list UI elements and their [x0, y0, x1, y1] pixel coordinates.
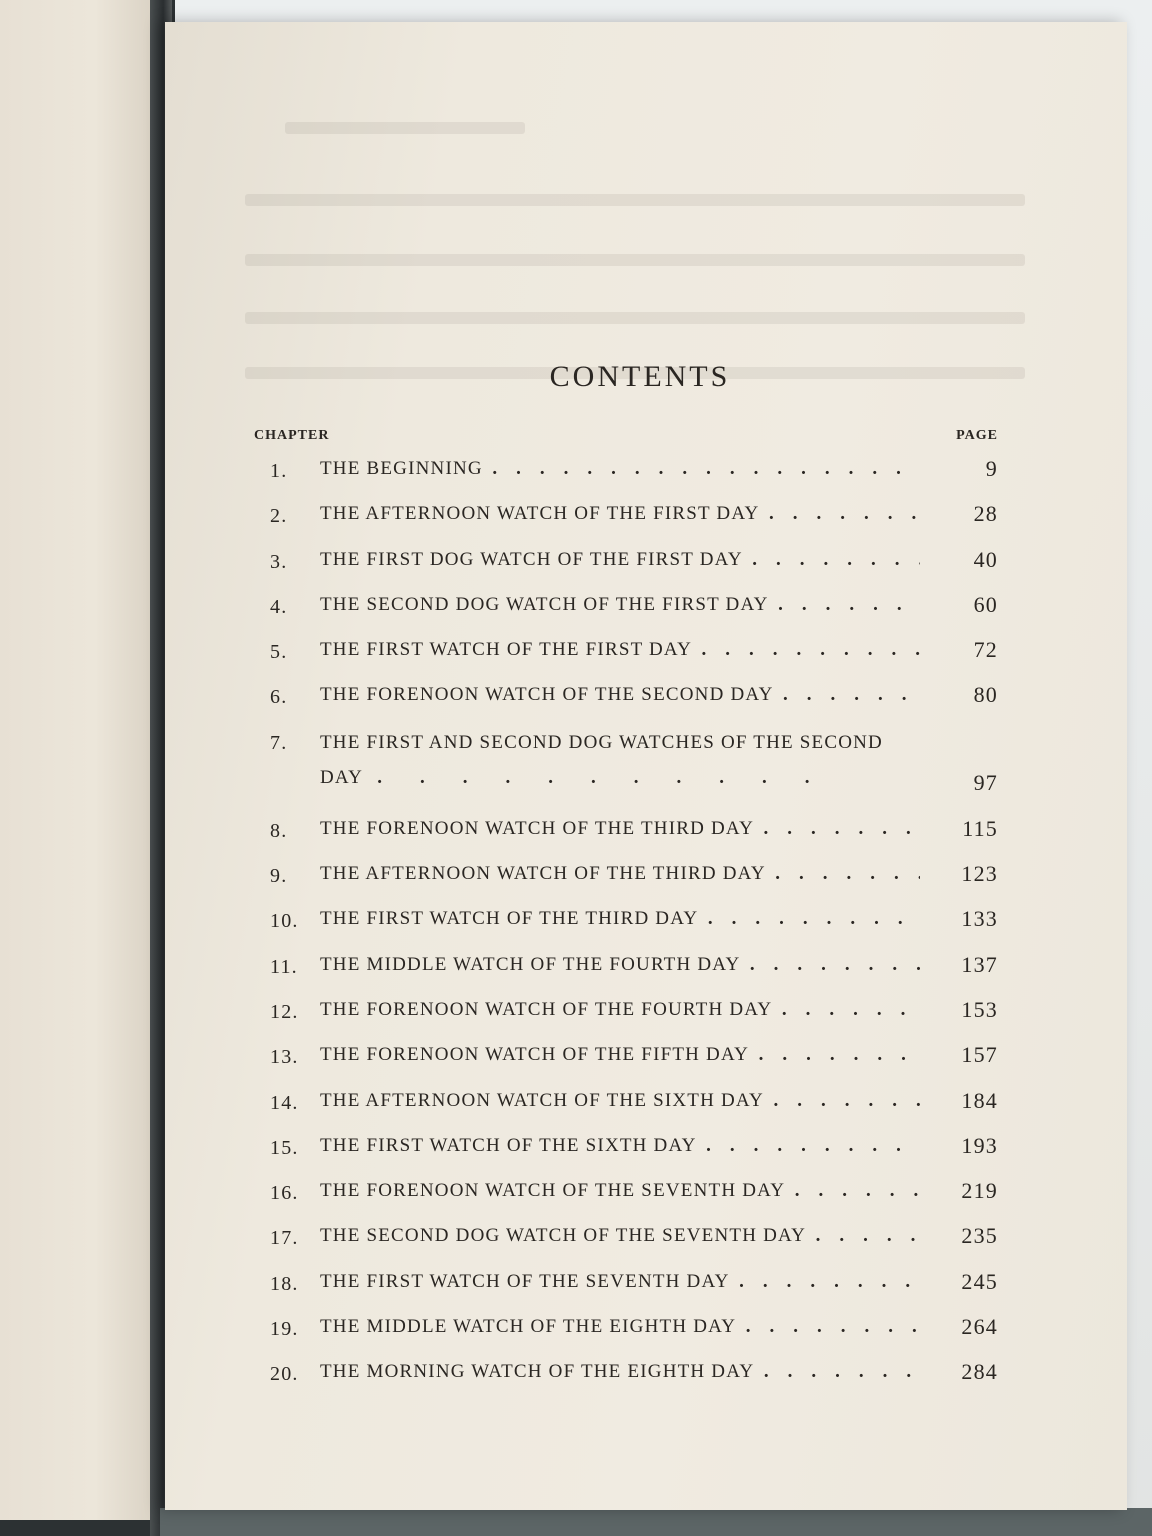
chapter-title: THE FORENOON WATCH OF THE FOURTH DAY . — [320, 999, 920, 1021]
toc-entry — [250, 1353, 1010, 1398]
toc-entry — [250, 676, 1010, 721]
page-number: 153 — [961, 996, 998, 1022]
chapter-title: THE FIRST WATCH OF THE SEVENTH DAY . — [320, 1271, 920, 1293]
chapter-number: 1. — [270, 460, 288, 482]
chapter-title: THE FORENOON WATCH OF THE THIRD DAY . — [320, 818, 920, 840]
chapter-number: 7. — [270, 731, 288, 754]
chapter-number: 5. — [270, 641, 288, 664]
chapter-number: 16. — [270, 1182, 299, 1205]
show-through-text — [245, 194, 1025, 206]
page-number: 28 — [973, 501, 998, 527]
chapter-number: 4. — [270, 595, 288, 618]
toc-entry — [250, 946, 1010, 991]
chapter-column-header: CHAPTER — [254, 428, 330, 443]
toc-entry — [250, 1263, 1010, 1308]
chapter-number: 11. — [270, 955, 298, 978]
page-number: 284 — [961, 1359, 998, 1385]
page-number: 40 — [973, 546, 998, 572]
toc-entry — [250, 1036, 1010, 1081]
page-number: 137 — [961, 951, 998, 977]
chapter-number: 3. — [270, 550, 288, 573]
chapter-title: THE FIRST WATCH OF THE FIRST DAY . — [320, 639, 920, 661]
chapter-number: 20. — [270, 1363, 299, 1386]
page-number: 193 — [961, 1132, 998, 1158]
page-number: 264 — [961, 1314, 998, 1340]
chapter-title: THE FIRST DOG WATCH OF THE FIRST DAY . — [320, 549, 920, 571]
chapter-number: 15. — [270, 1136, 299, 1159]
chapter-number: 13. — [270, 1046, 299, 1069]
chapter-title: THE MIDDLE WATCH OF THE FOURTH DAY . — [320, 954, 920, 976]
contents-title: CONTENTS — [549, 360, 731, 393]
page-number: 123 — [961, 861, 998, 887]
page-number: 184 — [961, 1087, 998, 1113]
page-number: 72 — [973, 637, 998, 663]
toc-entry — [250, 722, 1010, 810]
toc-entry — [250, 495, 1010, 540]
chapter-number: 12. — [270, 1000, 299, 1023]
chapter-title: THE FORENOON WATCH OF THE SEVENTH DAY . — [320, 1180, 920, 1202]
chapter-number: 8. — [270, 819, 288, 842]
toc-entry — [250, 991, 1010, 1036]
chapter-title: THE FIRST AND SECOND DOG WATCHES OF THE SECOND — [320, 731, 883, 753]
chapter-title: THE AFTERNOON WATCH OF THE SIXTH DAY . — [320, 1090, 920, 1112]
page-number: 245 — [961, 1268, 998, 1294]
chapter-title: THE BEGINNING . — [320, 458, 920, 480]
toc-entry — [250, 631, 1010, 676]
chapter-title: THE SECOND DOG WATCH OF THE FIRST DAY . — [320, 594, 920, 616]
page-number: 235 — [961, 1223, 998, 1249]
page-number: 60 — [973, 591, 998, 617]
page-column-header: PAGE — [956, 428, 998, 443]
chapter-title: THE FIRST WATCH OF THE SIXTH DAY . — [320, 1135, 920, 1157]
toc-entry — [250, 855, 1010, 900]
page-number: 80 — [973, 682, 998, 708]
chapter-title: THE SECOND DOG WATCH OF THE SEVENTH DAY . — [320, 1225, 920, 1247]
show-through-text — [285, 122, 525, 134]
chapter-number: 10. — [270, 910, 299, 933]
chapter-number: 17. — [270, 1227, 299, 1250]
toc-entry — [250, 1082, 1010, 1127]
page-number: 133 — [961, 906, 998, 932]
chapter-title: THE FIRST WATCH OF THE THIRD DAY . — [320, 908, 920, 930]
page-number: 115 — [962, 815, 998, 841]
toc-entry — [250, 1308, 1010, 1353]
toc-entry — [250, 1127, 1010, 1172]
chapter-number: 6. — [270, 686, 288, 709]
toc-entry — [250, 1217, 1010, 1262]
toc-entry — [250, 541, 1010, 586]
chapter-title-continued: DAY . — [320, 767, 920, 789]
toc-entry — [250, 810, 1010, 855]
left-page — [0, 0, 160, 1520]
column-headers — [250, 428, 1010, 450]
chapter-number: 18. — [270, 1272, 299, 1295]
table-of-contents — [250, 360, 1010, 1399]
show-through-text — [245, 312, 1025, 324]
book-bottom-edge — [160, 1508, 1152, 1536]
chapter-number: 14. — [270, 1091, 299, 1114]
page-number: 97 — [973, 769, 998, 795]
chapter-title: THE MORNING WATCH OF THE EIGHTH DAY . — [320, 1361, 920, 1383]
show-through-text — [245, 254, 1025, 266]
chapter-title: THE FORENOON WATCH OF THE FIFTH DAY . — [320, 1044, 920, 1066]
chapter-number: 2. — [270, 505, 288, 528]
chapter-number: 19. — [270, 1318, 299, 1341]
toc-entry — [250, 586, 1010, 631]
chapter-number: 9. — [270, 865, 288, 888]
page-number: 9 — [985, 456, 998, 481]
chapter-title: THE FORENOON WATCH OF THE SECOND DAY . — [320, 684, 920, 706]
chapter-title: THE AFTERNOON WATCH OF THE THIRD DAY . — [320, 863, 920, 885]
chapter-title: THE AFTERNOON WATCH OF THE FIRST DAY . — [320, 503, 920, 525]
toc-entry — [250, 900, 1010, 945]
chapter-title: THE MIDDLE WATCH OF THE EIGHTH DAY . — [320, 1316, 920, 1338]
toc-entry — [250, 450, 1010, 495]
toc-entry — [250, 1172, 1010, 1217]
page-number: 157 — [961, 1042, 998, 1068]
page-number: 219 — [961, 1178, 998, 1204]
